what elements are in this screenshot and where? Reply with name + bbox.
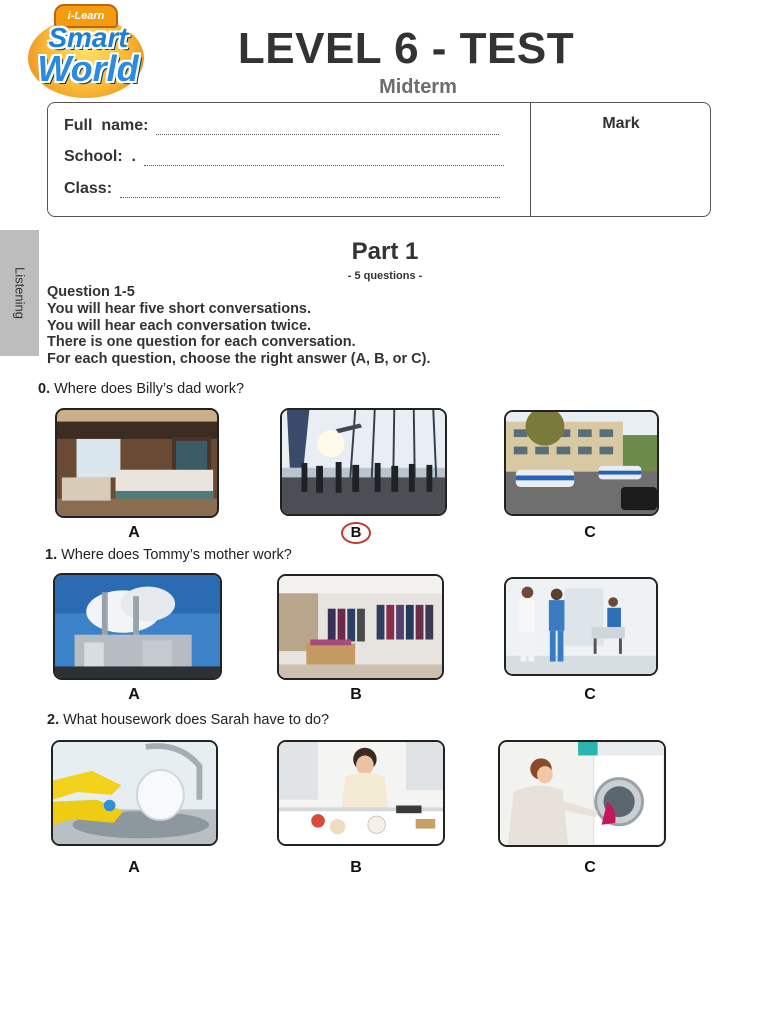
option-label: B — [350, 859, 362, 876]
full-name-label: Full name: — [64, 117, 149, 134]
logo-world-text: World — [37, 48, 139, 89]
instruction-line: There is one question for each conversation. — [47, 334, 356, 351]
option-label: A — [128, 859, 140, 876]
question-0 — [38, 381, 244, 397]
factory-photo[interactable] — [53, 573, 222, 680]
question-text: Where does Billy’s dad work? — [50, 381, 245, 397]
clothes-shop-photo[interactable] — [277, 574, 444, 680]
school-field[interactable] — [64, 148, 504, 166]
student-info-box — [47, 102, 711, 217]
instruction-line: You will hear five short conversations. — [47, 300, 312, 317]
class-label: Class: — [64, 180, 113, 197]
option-label: C — [584, 524, 596, 541]
hotel-room-photo[interactable] — [55, 408, 219, 518]
instructions — [47, 284, 431, 368]
hospital-photo[interactable] — [504, 577, 658, 676]
answer-circle: B — [341, 522, 371, 544]
option-label: A — [128, 686, 140, 703]
instruction-line: For each question, choose the right answer (A, B, or C). — [47, 351, 431, 368]
instruction-line: You will hear each conversation twice. — [47, 317, 312, 334]
option-label: C — [584, 859, 596, 876]
laundry-photo[interactable] — [498, 740, 666, 847]
option-label: C — [584, 686, 596, 703]
school-label: School: . — [64, 148, 136, 165]
option-label-selected — [336, 522, 376, 544]
instruction-line: Question 1-5 — [47, 284, 135, 300]
option-label: B — [350, 686, 362, 703]
part-title: Part 1 — [351, 238, 419, 265]
question-number: 0. — [38, 381, 51, 397]
question-number: 2. — [47, 712, 60, 728]
full-name-line[interactable] — [156, 122, 499, 135]
side-tab-label: Listening — [12, 266, 27, 320]
part-subtitle: - 5 questions - — [347, 270, 423, 282]
police-station-photo[interactable] — [504, 410, 659, 516]
class-line[interactable] — [120, 185, 500, 198]
washing-dishes-photo[interactable] — [51, 740, 218, 846]
page-title: LEVEL 6 - TEST — [237, 24, 575, 73]
logo-smart-text: Smart — [48, 22, 128, 53]
question-text: Where does Tommy’s mother work? — [57, 547, 292, 563]
question-number: 1. — [45, 547, 58, 563]
option-label: A — [128, 524, 140, 541]
full-name-field[interactable] — [64, 117, 499, 135]
logo-top-text: i-Learn — [67, 10, 105, 22]
class-field[interactable] — [64, 180, 500, 198]
mark-label: Mark — [602, 115, 640, 132]
question-text: What housework does Sarah have to do? — [59, 712, 330, 728]
question-1 — [45, 547, 292, 563]
school-line[interactable] — [144, 153, 504, 166]
airport-photo[interactable] — [280, 408, 447, 516]
page-subtitle: Midterm — [379, 76, 457, 98]
question-2 — [47, 712, 329, 728]
cooking-photo[interactable] — [277, 740, 445, 846]
